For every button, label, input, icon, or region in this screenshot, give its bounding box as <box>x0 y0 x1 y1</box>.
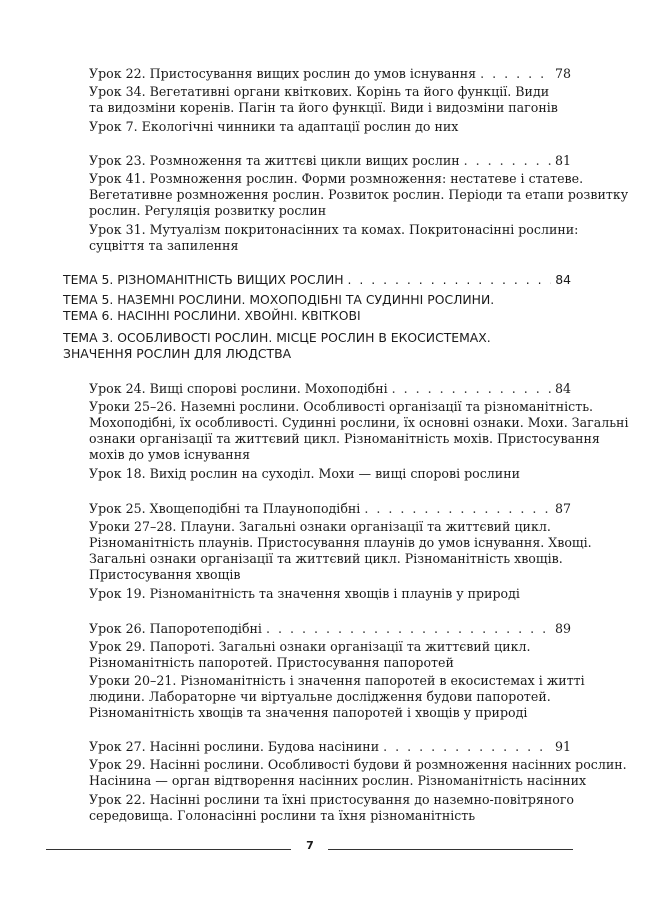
dot-leader <box>383 739 551 755</box>
toc-page-number: 84 <box>554 381 571 396</box>
dot-leader <box>464 153 551 169</box>
page-number: 7 <box>306 839 314 852</box>
toc-entry[interactable] <box>89 501 571 517</box>
toc-page-number: 84 <box>555 272 571 287</box>
toc-entry-title: Урок 27. Насінні рослини. Будова насінини <box>89 739 380 754</box>
toc-page-number: 78 <box>554 66 571 81</box>
curriculum-reference: Урок 41. Розмноження рослин. Форми розмноження: нестатеве і статеве. Вегетативне розмноження рослин. Розвиток рослин. Періоди та етапи розвитку рослин. Регуляція розвитку рослин <box>89 171 629 218</box>
toc-entry[interactable] <box>89 381 571 397</box>
curriculum-reference: Урок 19. Різноманітність та значення хвощів і плаунів у природі <box>89 586 520 601</box>
toc-page-number: 87 <box>554 501 571 516</box>
footer-rule-left <box>46 849 291 850</box>
curriculum-reference: Урок 34. Вегетативні органи квіткових. Корінь та його функції. Види та видозміни коренів. Пагін та його функції. Види і видозміни пагонів <box>89 84 558 115</box>
toc-entry[interactable] <box>89 739 571 755</box>
toc-theme-entry[interactable] <box>63 272 571 288</box>
toc-entry-title: Урок 26. Папоротеподібні <box>89 621 262 636</box>
toc-entry-title: Урок 25. Хвощеподібні та Плауноподібні <box>89 501 361 516</box>
toc-entry[interactable] <box>89 621 571 637</box>
toc-entry-title: Урок 23. Розмноження та життєві цикли вищих рослин <box>89 153 460 168</box>
curriculum-reference: Уроки 27–28. Плауни. Загальні ознаки організації та життєвий цикл. Різноманітність плаунів. Пристосування плаунів до умов існування. Хвощі. Загальні ознаки організації та життєвий цикл. Різноманітність хвощів. Пристосування хвощів <box>89 519 592 582</box>
dot-leader <box>392 381 551 397</box>
toc-page-number: 81 <box>554 153 571 168</box>
curriculum-reference: Уроки 25–26. Наземні рослини. Особливості організації та різноманітність. Мохоподібні, їх особливості. Судинні рослини, їх основні ознаки. Мохи. Загальні ознаки організації та життєвий цикл. Різноманітність мохів. Пристосування мохів до умов існування <box>89 399 629 462</box>
curriculum-reference: Уроки 20–21. Різноманітність і значення папоротей в екосистемах і житті людини. Лабораторне чи віртуальне дослідження будови папоротей. Різноманітність хвощів та значення папоротей і хвощів у природі <box>89 673 585 720</box>
theme-reference: ТЕМА 3. ОСОБЛИВОСТІ РОСЛИН. МІСЦЕ РОСЛИН В ЕКОСИСТЕМАХ. ЗНАЧЕННЯ РОСЛИН ДЛЯ ЛЮДСТВА <box>63 330 491 361</box>
toc-entry-title: Урок 24. Вищі спорові рослини. Мохоподібні <box>89 381 388 396</box>
dot-leader <box>266 621 551 637</box>
curriculum-reference: Урок 29. Насінні рослини. Особливості будови й розмноження насінних рослин. Насінина — орган відтворення насінних рослин. Різноманітність насінних <box>89 757 627 788</box>
dot-leader <box>480 66 551 82</box>
toc-page-number: 89 <box>554 621 571 636</box>
toc-entry[interactable] <box>89 153 571 169</box>
theme-reference: ТЕМА 5. НАЗЕМНІ РОСЛИНИ. МОХОПОДІБНІ ТА СУДИННІ РОСЛИНИ. ТЕМА 6. НАСІННІ РОСЛИНИ. ХВОЙНІ. КВІТКОВІ <box>63 292 495 323</box>
footer-rule-right <box>328 849 573 850</box>
curriculum-reference: Урок 22. Насінні рослини та їхні пристосування до наземно-повітряного середовища. Голонасінні рослини та їхня різноманітність <box>89 792 575 823</box>
curriculum-reference: Урок 31. Мутуалізм покритонасінних та комах. Покритонасінні рослини: суцвіття та запилення <box>89 222 579 253</box>
toc-entry[interactable] <box>89 66 571 82</box>
curriculum-reference: Урок 7. Екологічні чинники та адаптації рослин до них <box>89 119 459 134</box>
dot-leader <box>348 272 552 288</box>
dot-leader <box>364 501 551 517</box>
toc-entry-title: Урок 22. Пристосування вищих рослин до умов існування <box>89 66 477 81</box>
curriculum-reference: Урок 18. Вихід рослин на суходіл. Мохи — вищі спорові рослини <box>89 466 520 481</box>
curriculum-reference: Урок 29. Папороті. Загальні ознаки організації та життєвий цикл. Різноманітність папоротей. Пристосування папоротей <box>89 639 531 670</box>
toc-page-number: 91 <box>554 739 571 754</box>
theme-title: ТЕМА 5. РІЗНОМАНІТНІСТЬ ВИЩИХ РОСЛИН <box>63 272 344 287</box>
